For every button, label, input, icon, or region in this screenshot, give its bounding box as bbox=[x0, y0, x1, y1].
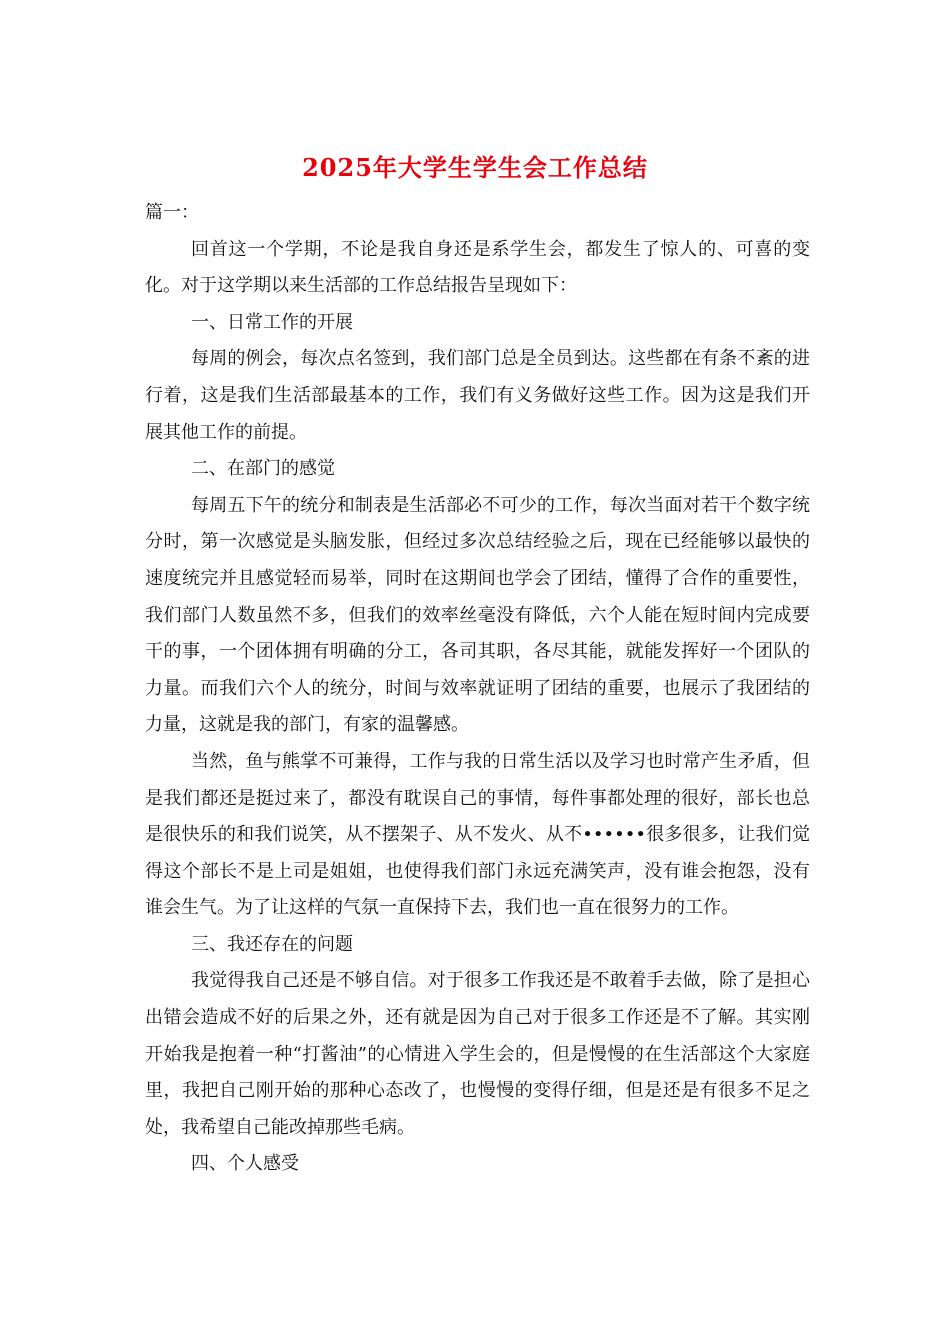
heading-daily-work: 一、日常工作的开展 bbox=[191, 311, 353, 333]
paragraph-intro: 回首这一个学期，不论是我自身还是系学生会，都发生了惊人的、可喜的变化。对于这学期以来生活部的工作总结报告呈现如下： bbox=[145, 238, 810, 297]
heading-department-feeling: 二、在部门的感觉 bbox=[191, 458, 335, 480]
heading-problems: 三、我还存在的问题 bbox=[191, 933, 353, 955]
heading-personal-feelings: 四、个人感受 bbox=[191, 1153, 299, 1175]
document-title: 2025年大学生学生会工作总结 bbox=[302, 153, 648, 182]
section-label: 篇一： bbox=[145, 202, 199, 223]
paragraph-problems: 我觉得我自己还是不够自信。对于很多工作我还是不敢着手去做，除了是担心出错会造成不好的后果之外，还有就是因为自己对于很多工作还是不了解。其实刚开始我是抱着一种“打酱油”的心情进入学生会的，但是慢慢的在生活部这个大家庭里，我把自己刚开始的那种心态改了，也慢慢的变得仔细，但是还是有很多不足之处，我希望自己能改掉那些毛病。 bbox=[145, 970, 810, 1138]
paragraph-department-feeling: 每周五下午的统分和制表是生活部必不可少的工作，每次当面对若干个数字统分时，第一次感觉是头脑发胀，但经过多次总结经验之后，现在已经能够以最快的速度统完并且感觉轻而易举，同时在这期间也学会了团结，懂得了合作的重要性，我们部门人数虽然不多，但我们的效率丝毫没有降低，六个人能在短时间内完成要干的事，一个团体拥有明确的分工，各司其职，各尽其能，就能发挥好一个团队的力量。而我们六个人的统分，时间与效率就证明了团结的重要，也展示了我团结的力量，这就是我的部门，有家的温馨感。 bbox=[145, 494, 810, 736]
paragraph-balance: 当然，鱼与熊掌不可兼得，工作与我的日常生活以及学习也时常产生矛盾，但是我们都还是挺过来了，都没有耽误自己的事情，每件事都处理的很好，部长也总是很快乐的和我们说笑，从不摆架子、从不发火、从不••••••很多很多，让我们觉得这个部长不是上司是姐姐，也使得我们部门永远充满笑声，没有谁会抱怨，没有谁会生气。为了让这样的气氛一直保持下去，我们也一直在很努力的工作。 bbox=[145, 750, 810, 919]
paragraph-daily-work: 每周的例会，每次点名签到，我们部门总是全员到达。这些都在有条不紊的进行着，这是我们生活部最基本的工作，我们有义务做好这些工作。因为这是我们开展其他工作的前提。 bbox=[145, 348, 810, 443]
document-body bbox=[145, 195, 810, 1183]
